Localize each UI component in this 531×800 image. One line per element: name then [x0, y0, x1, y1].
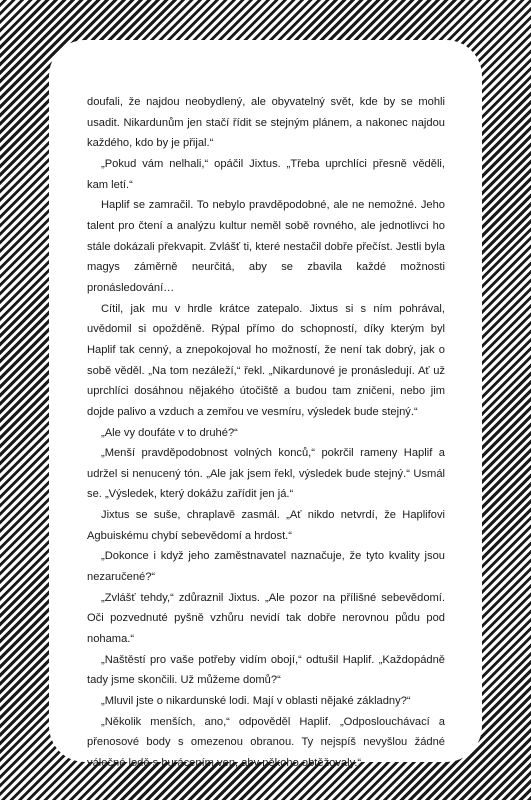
paragraph: „Pokud vám nelhali,“ opáčil Jixtus. „Třeba uprchlíci přesně věděli, kam letí.“ [87, 157, 445, 191]
paragraph: „Zvlášť tehdy,“ zdůraznil Jixtus. „Ale pozor na přílišné sebevědomí. Oči pozvednuté pyšně vzhůru nevidí tak dobře nerovnou půdu pod nohama.“ [87, 591, 445, 646]
book-page [49, 40, 482, 769]
paragraph: „Menší pravděpodobnost volných konců,“ pokrčil rameny Haplif a udržel si nenucený tón. „Ale jak jsem řekl, výsledek bude stejný.“ Usmál se. „Výsledek, který dokážu zařídit jen já.“ [87, 447, 445, 501]
paragraph: Haplif se zamračil. To nebylo pravděpodobné, ale ne nemožné. Jeho talent pro čtení a analýzu kultur neměl sobě rovného, ale jednotlivci ho stále dokázali překvapit. Zvlášť ti, které nestačil dobře přečíst. Jestli byla magys záměrně neurčitá, aby se zbavila každé možnosti pronásledování… [87, 199, 445, 294]
paragraph: Jixtus se suše, chraplavě zasmál. „Ať nikdo netvrdí, že Haplifovi Agbuiskému chybí sebevědomí a hrdost.“ [87, 509, 445, 542]
paragraph: „Mluvil jste o nikardunské lodi. Mají v oblasti nějaké základny?“ [101, 695, 411, 708]
paragraph: doufali, že najdou neobydlený, ale obyvatelný svět, kde by se mohli usadit. Nikardunům jen stačí řídit se stejným plánem, a nakonec najdou každého, kdo by je přijal.“ [87, 96, 445, 150]
paragraph: „Několik menších, ano,“ odpověděl Haplif. „Odposlouchávací a přenosové body s omezenou obranou. Ty nejspíš nevyšlou žádné válečné lodě s burácením ven, aby někoho obtěžovaly.“ [87, 715, 445, 769]
paragraph: Cítil, jak mu v hrdle krátce zatepalo. Jixtus si s ním pohrával, uvědomil si opožděně. Rýpal přímo do schopností, díky kterým byl Haplif tak cenný, a znepokojoval ho možností, že není tak dobrý, jak o sobě věděl. „Na tom nezáleží,“ řekl. „Nikardunové je pronásledují. Ať už uprchlíci dosáhnou nějakého útočiště a budou tam zničeni, nebo jim dojde palivo a vzduch a zemřou ve vesmíru, výsledek bude stejný.“ [87, 302, 445, 418]
paragraph: „Dokonce i když jeho zaměstnavatel naznačuje, že tyto kvality jsou nezaručené?“ [87, 550, 445, 584]
paragraph: „Naštěstí pro vaše potřeby vidím obojí,“ odtušil Haplif. „Každopádně tady jsme skončili. Už můžeme domů?“ [87, 653, 445, 687]
paragraph: „Ale vy doufáte v to druhé?“ [101, 426, 238, 439]
